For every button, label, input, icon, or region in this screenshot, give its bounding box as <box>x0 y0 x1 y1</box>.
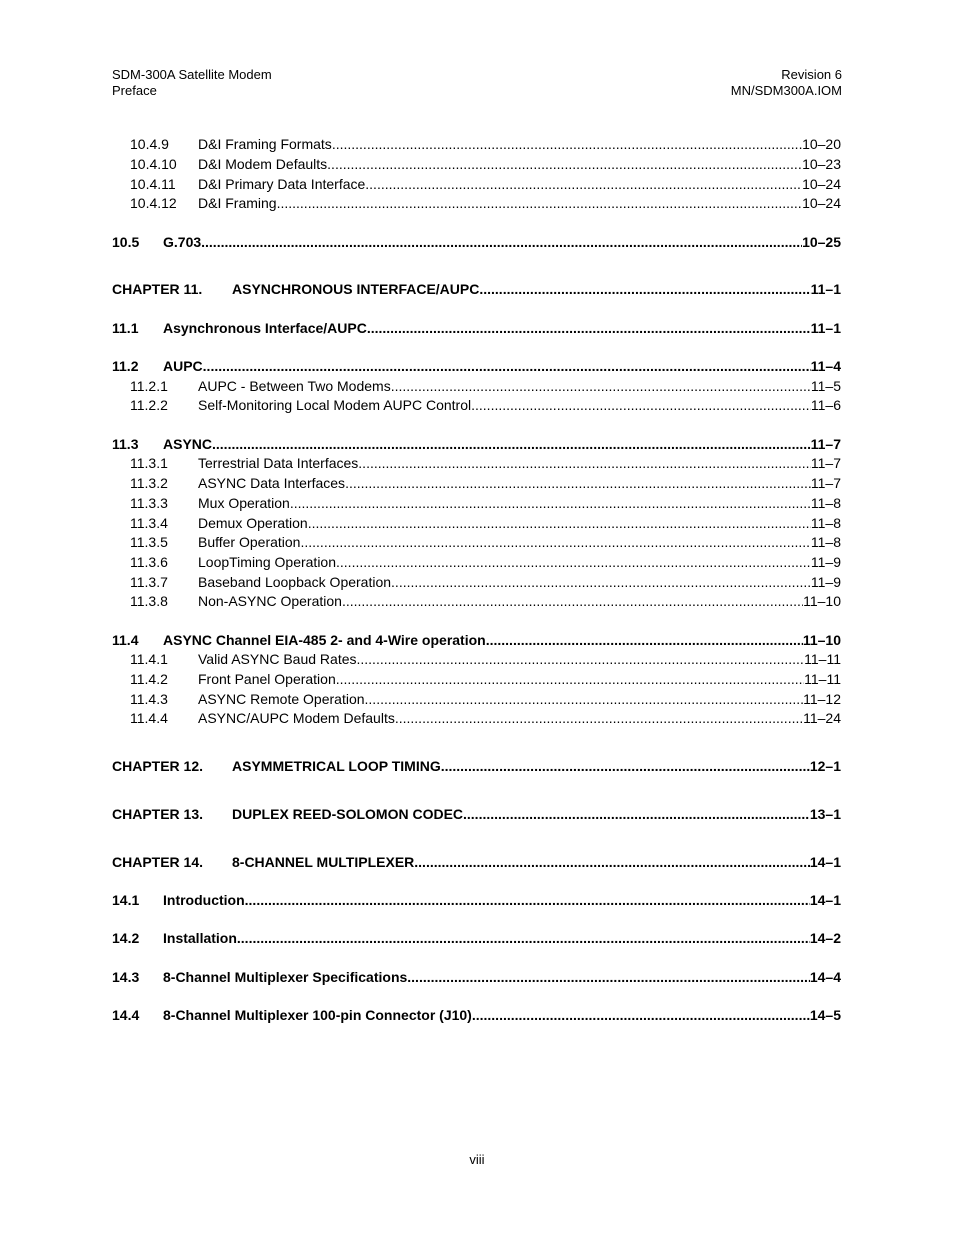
toc-entry[interactable] <box>112 708 841 728</box>
toc-entry[interactable] <box>112 279 841 299</box>
toc-entry-title: Terrestrial Data Interfaces <box>198 455 359 471</box>
toc-entry[interactable] <box>112 473 841 493</box>
toc-entry-number: 10.4.12 <box>130 195 177 211</box>
toc-leader-dots <box>237 928 810 948</box>
toc-entry-number: 11.3.7 <box>130 574 168 590</box>
toc-entry-number: 11.3.5 <box>130 534 168 550</box>
toc-entry-title: Installation <box>163 930 237 946</box>
toc-leader-dots <box>336 552 811 572</box>
toc-entry-number: 11.1 <box>112 320 139 336</box>
toc-entry[interactable] <box>112 669 841 689</box>
toc-entry-title: Self-Monitoring Local Modem AUPC Control <box>198 397 472 413</box>
toc-entry[interactable] <box>112 649 841 669</box>
toc-leader-dots <box>357 649 805 669</box>
toc-entry[interactable] <box>112 134 841 154</box>
toc-entry-page: 14–5 <box>809 1007 841 1023</box>
toc-entry-number: CHAPTER 14. <box>112 854 204 870</box>
toc-leader-dots <box>342 591 803 611</box>
toc-entry-number: 11.4.4 <box>130 710 168 726</box>
toc-entry-title: Introduction <box>163 892 245 908</box>
toc-entry-page: 11–5 <box>810 378 841 394</box>
toc-entry[interactable] <box>112 532 841 552</box>
toc-entry-page: 10–24 <box>802 176 841 192</box>
toc-entry-title: 8-CHANNEL MULTIPLEXER <box>232 854 415 870</box>
toc-entry[interactable] <box>112 395 841 415</box>
toc-entry-title: LoopTiming Operation <box>198 554 337 570</box>
toc-entry-title: Front Panel Operation <box>198 671 336 687</box>
toc-entry-title: Asynchronous Interface/AUPC <box>163 320 367 336</box>
toc-entry[interactable] <box>112 376 841 396</box>
toc-entry[interactable] <box>112 434 841 454</box>
toc-entry-title: ASYNC Channel EIA-485 2- and 4-Wire operation <box>163 632 486 648</box>
toc-entry[interactable] <box>112 1005 841 1025</box>
toc-entry-number: 11.2 <box>112 358 139 374</box>
toc-leader-dots <box>479 279 810 299</box>
toc-entry[interactable] <box>112 890 841 910</box>
toc-entry-number: 11.3.4 <box>130 515 168 531</box>
toc-entry-number: 10.4.10 <box>130 156 177 172</box>
toc-entry-title: AUPC <box>163 358 203 374</box>
toc-leader-dots <box>471 395 811 415</box>
toc-entry[interactable] <box>112 689 841 709</box>
toc-leader-dots <box>441 756 810 776</box>
toc-entry-number: 11.3 <box>112 436 139 452</box>
toc-leader-dots <box>332 134 802 154</box>
toc-entry-page: 11–4 <box>810 358 841 374</box>
toc-entry-number: 11.3.2 <box>130 475 168 491</box>
toc-entry-page: 11–7 <box>810 436 841 452</box>
toc-entry-page: 14–1 <box>809 892 841 908</box>
document-title: SDM-300A Satellite Modem <box>112 67 272 82</box>
toc-entry[interactable] <box>112 318 841 338</box>
toc-entry-number: 10.5 <box>112 234 140 250</box>
toc-entry-page: 14–1 <box>809 854 841 870</box>
toc-entry[interactable] <box>112 967 841 987</box>
toc-entry-page: 11–8 <box>810 495 841 511</box>
toc-entry-number: 11.2.2 <box>130 397 168 413</box>
toc-leader-dots <box>327 154 802 174</box>
toc-leader-dots <box>345 473 811 493</box>
toc-entry-page: 11–10 <box>802 632 841 648</box>
toc-entry[interactable] <box>112 232 841 252</box>
toc-leader-dots <box>463 804 810 824</box>
toc-entry-page: 11–9 <box>810 554 841 570</box>
toc-entry-page: 11–24 <box>803 710 841 726</box>
toc-leader-dots <box>472 1005 810 1025</box>
toc-leader-dots <box>395 708 803 728</box>
toc-entry-number: 11.3.1 <box>130 455 168 471</box>
toc-entry[interactable] <box>112 591 841 611</box>
toc-entry-page: 10–24 <box>802 195 841 211</box>
page-header-right <box>731 67 842 99</box>
toc-entry-title: Baseband Loopback Operation <box>198 574 392 590</box>
toc-entry[interactable] <box>112 193 841 213</box>
toc-entry-number: 10.4.11 <box>130 176 176 192</box>
toc-entry-title: D&I Framing Formats <box>198 136 332 152</box>
toc-entry-title: D&I Primary Data Interface <box>198 176 366 192</box>
toc-entry[interactable] <box>112 630 841 650</box>
toc-entry-title: ASYNCHRONOUS INTERFACE/AUPC <box>232 281 480 297</box>
toc-entry-number: 11.3.3 <box>130 495 168 511</box>
toc-leader-dots <box>201 232 802 252</box>
toc-entry-page: 11–11 <box>804 651 841 667</box>
toc-entry[interactable] <box>112 174 841 194</box>
toc-entry-page: 10–20 <box>802 136 841 152</box>
toc-leader-dots <box>414 852 810 872</box>
toc-entry-title: Mux Operation <box>198 495 290 511</box>
toc-entry-page: 11–9 <box>810 574 841 590</box>
toc-entry[interactable] <box>112 356 841 376</box>
toc-leader-dots <box>358 453 811 473</box>
toc-entry-number: 10.4.9 <box>130 136 169 152</box>
toc-entry[interactable] <box>112 154 841 174</box>
toc-entry-title: ASYNC Data Interfaces <box>198 475 346 491</box>
toc-entry-page: 11–11 <box>804 671 841 687</box>
toc-entry-page: 11–6 <box>810 397 841 413</box>
toc-leader-dots <box>277 193 802 213</box>
toc-entry-page: 11–10 <box>803 593 841 609</box>
toc-leader-dots <box>308 513 811 533</box>
toc-leader-dots <box>391 376 811 396</box>
toc-entry-title: 8-Channel Multiplexer 100-pin Connector (J10) <box>163 1007 472 1023</box>
toc-leader-dots <box>365 174 802 194</box>
toc-entry-number: CHAPTER 11. <box>112 281 203 297</box>
toc-leader-dots <box>365 689 804 709</box>
section-name: Preface <box>112 83 157 98</box>
toc-entry-title: AUPC - Between Two Modems <box>198 378 391 394</box>
toc-leader-dots <box>391 572 811 592</box>
toc-entry-page: 11–7 <box>810 475 841 491</box>
toc-entry-number: 11.4.1 <box>130 651 168 667</box>
page-header-left <box>112 67 272 99</box>
toc-entry[interactable] <box>112 928 841 948</box>
toc-entry-number: 14.1 <box>112 892 140 908</box>
toc-entry[interactable] <box>112 572 841 592</box>
toc-entry-page: 11–1 <box>810 320 841 336</box>
toc-leader-dots <box>486 630 803 650</box>
toc-entry-page: 13–1 <box>809 806 841 822</box>
toc-leader-dots <box>203 356 811 376</box>
toc-entry-number: CHAPTER 13. <box>112 806 204 822</box>
toc-entry-page: 12–1 <box>809 758 841 774</box>
toc-entry-title: Demux Operation <box>198 515 308 531</box>
toc-entry-title: G.703 <box>163 234 202 250</box>
toc-entry-page: 11–8 <box>810 534 841 550</box>
toc-entry[interactable] <box>112 453 841 473</box>
toc-entry-title: ASYNC Remote Operation <box>198 691 365 707</box>
toc-entry-page: 10–25 <box>802 234 841 250</box>
page-number: viii <box>469 1152 485 1167</box>
toc-entry-number: 11.3.8 <box>130 593 168 609</box>
toc-entry-title: ASYNC/AUPC Modem Defaults <box>198 710 395 726</box>
toc-entry-page: 11–12 <box>803 691 841 707</box>
toc-leader-dots <box>367 318 811 338</box>
toc-entry-number: 11.2.1 <box>130 378 168 394</box>
toc-entry-number: 11.4 <box>112 632 139 648</box>
toc-entry-title: DUPLEX REED-SOLOMON CODEC <box>232 806 464 822</box>
document-number: MN/SDM300A.IOM <box>730 83 842 98</box>
toc-leader-dots <box>290 493 811 513</box>
toc-leader-dots <box>407 967 810 987</box>
toc-entry-page: 14–2 <box>809 930 841 946</box>
toc-entry[interactable] <box>112 756 841 776</box>
toc-entry-title: D&I Modem Defaults <box>198 156 328 172</box>
toc-entry-number: 14.2 <box>112 930 140 946</box>
toc-entry[interactable] <box>112 552 841 572</box>
revision-label: Revision 6 <box>781 67 842 82</box>
toc-entry-page: 14–4 <box>809 969 841 985</box>
toc-leader-dots <box>336 669 804 689</box>
toc-entry-number: 11.4.2 <box>130 671 168 687</box>
toc-entry-title: ASYNC <box>163 436 213 452</box>
toc-entry-number: 14.3 <box>112 969 140 985</box>
toc-entry[interactable] <box>112 513 841 533</box>
toc-entry-number: 11.3.6 <box>130 554 168 570</box>
toc-leader-dots <box>212 434 811 454</box>
toc-entry-number: 11.4.3 <box>130 691 168 707</box>
toc-entry-page: 11–8 <box>810 515 841 531</box>
toc-leader-dots <box>245 890 810 910</box>
toc-leader-dots <box>300 532 810 552</box>
toc-entry-number: CHAPTER 12. <box>112 758 204 774</box>
toc-entry[interactable] <box>112 804 841 824</box>
toc-entry-title: D&I Framing <box>198 195 277 211</box>
toc-entry-number: 14.4 <box>112 1007 140 1023</box>
toc-entry-page: 10–23 <box>802 156 841 172</box>
toc-entry-title: Non-ASYNC Operation <box>198 593 342 609</box>
toc-entry-page: 11–7 <box>810 455 841 471</box>
toc-entry[interactable] <box>112 852 841 872</box>
toc-entry[interactable] <box>112 493 841 513</box>
toc-entry-page: 11–1 <box>810 281 841 297</box>
toc-entry-title: 8-Channel Multiplexer Specifications <box>163 969 408 985</box>
toc-entry-title: ASYMMETRICAL LOOP TIMING <box>232 758 441 774</box>
toc-entry-title: Buffer Operation <box>198 534 301 550</box>
toc-entry-title: Valid ASYNC Baud Rates <box>198 651 357 667</box>
